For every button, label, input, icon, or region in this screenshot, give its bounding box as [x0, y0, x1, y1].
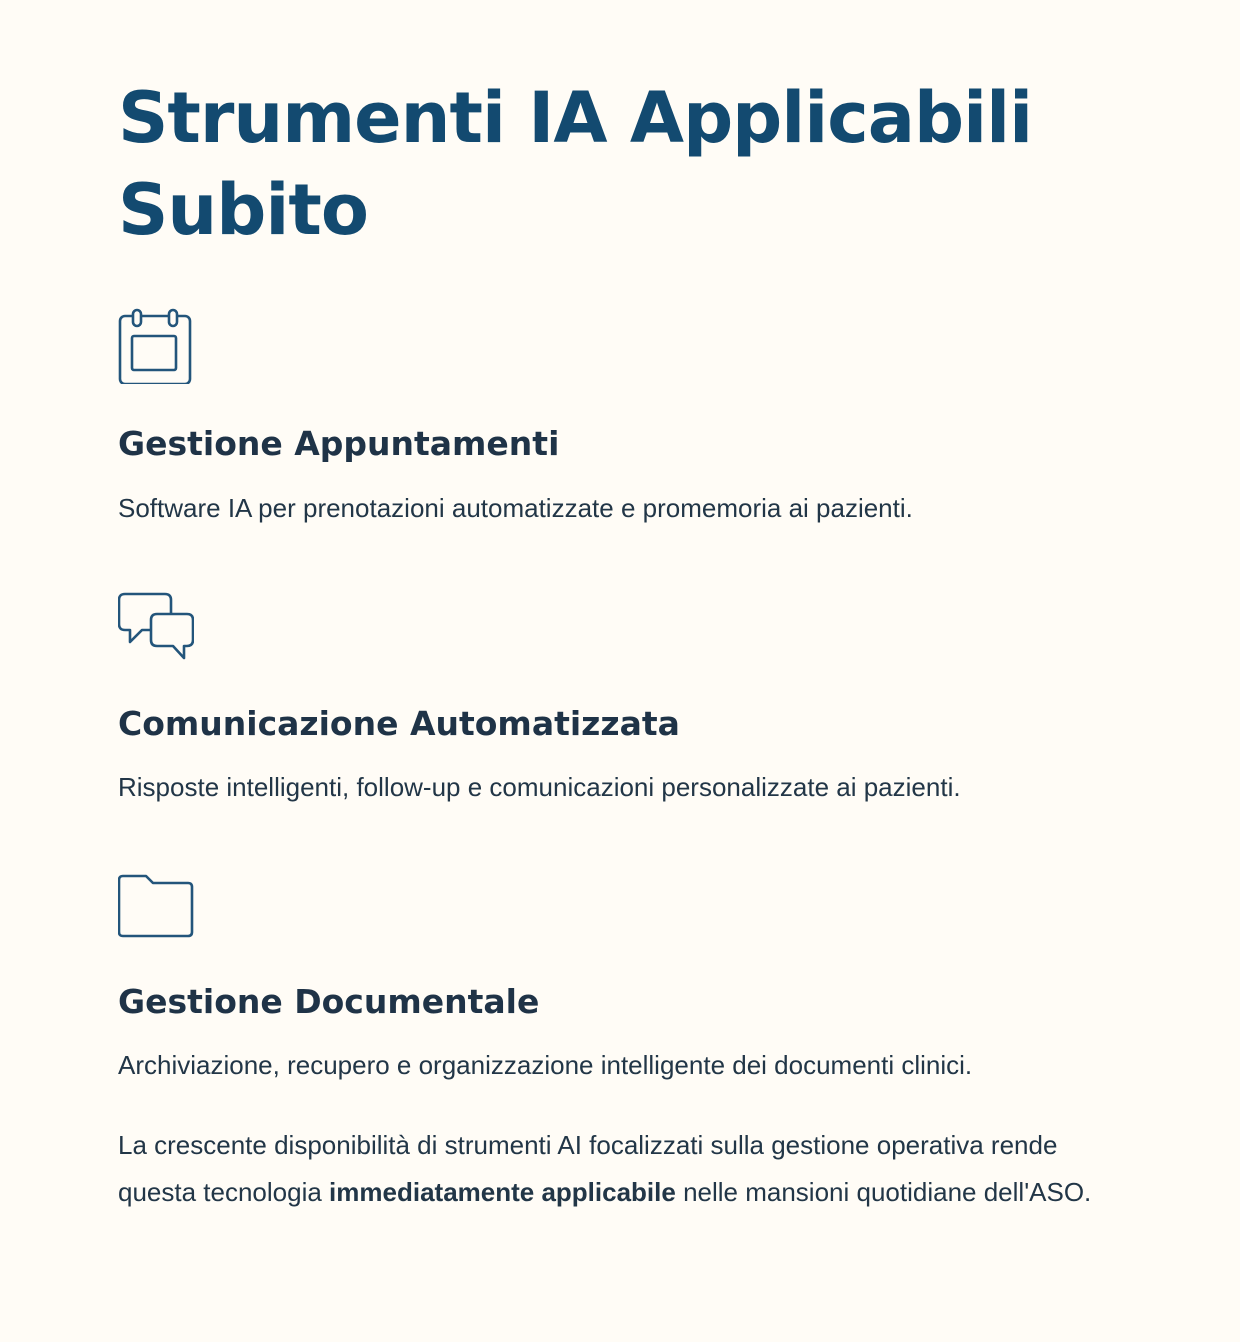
closing-paragraph [118, 1122, 1128, 1216]
chat-bubbles-icon [118, 590, 194, 666]
calendar-icon [118, 308, 194, 384]
page-title: Strumenti IA Applicabili Subito [118, 77, 1033, 251]
section-description: Software IA per prenotazioni automatizzate e promemoria ai pazienti. [118, 493, 913, 523]
section-description: Archiviazione, recupero e organizzazione intelligente dei documenti clinici. [118, 1050, 973, 1080]
closing-text-before: La crescente disponibilità di strumenti AI focalizzati sulla gestione operativa rende questa tecnologia [118, 1130, 1058, 1207]
section-title: Gestione Appuntamenti [118, 424, 560, 463]
closing-text-after: nelle mansioni quotidiane dell'ASO. [675, 1177, 1092, 1207]
section-appointments [118, 308, 1128, 538]
section-title: Gestione Documentale [118, 982, 540, 1021]
section-title: Comunicazione Automatizzata [118, 704, 680, 743]
folder-icon [118, 872, 194, 948]
section-description: Risposte intelligenti, follow-up e comunicazioni personalizzate ai pazienti. [118, 772, 961, 802]
closing-text-bold: immediatamente applicabile [329, 1177, 676, 1207]
section-documents [118, 872, 1128, 1102]
section-communication [118, 590, 1128, 820]
